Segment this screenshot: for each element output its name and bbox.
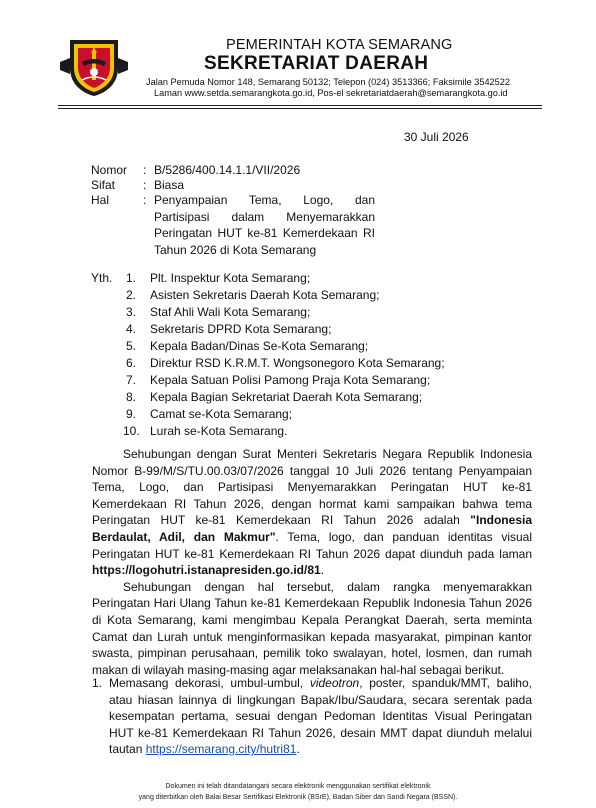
sifat-value: Biasa	[154, 178, 185, 192]
footer-line-1: Dokumen ini telah ditandatangani secara elektronik menggunakan sertifikat elektronik	[165, 783, 431, 790]
instruction-number: 1.	[92, 676, 103, 690]
letterhead-address: Jalan Pemuda Nomor 148, Semarang 50132; Telepon (024) 3513366; Faksimile 3542522	[146, 77, 510, 87]
hal-label: Hal	[91, 193, 110, 207]
hal-colon: :	[143, 193, 147, 207]
recipients-label: Yth.	[91, 271, 113, 285]
footer-line-2: yang diterbitkan oleh Balai Besar Sertifikasi Elektronik (BSrE), Badan Siber dan Sandi Negara (BSSN).	[138, 794, 458, 801]
instruction-text: Memasang dekorasi, umbul-umbul,	[109, 676, 310, 690]
paragraph-1	[92, 446, 532, 579]
letterhead-rule	[58, 105, 542, 106]
recipient-number: 7.	[126, 373, 137, 387]
paragraph-1-text: Sehubungan dengan Surat Menteri Sekretaris Negara Republik Indonesia Nomor B-99/M/S/TU.00.03/07/2026 tanggal 10 Juli 2026 tentang Penyampaian Tema, Logo, dan Partisipasi Menyemarakkan Peringatan HUT ke-81 Kemerdekaan RI Tahun 2026, dengan hormat kami sampaikan bahwa tema Peringatan HUT ke-81 Kemerdekaan RI Tahun 2026 adalah	[92, 447, 532, 528]
recipient-number: 8.	[126, 390, 137, 404]
paragraph-1-text-2: . Tema, logo, dan panduan identitas visual Peringatan HUT ke-81 Kemerdekaan RI Tahun 2026 dapat diunduh pada laman	[92, 529, 533, 561]
letterhead-web: Laman www.setda.semarangkota.go.id, Pos-el sekretariatdaerah@semarangkota.go.id	[154, 88, 508, 98]
sifat-label: Sifat	[91, 178, 116, 192]
recipient-item: Sekretaris DPRD Kota Semarang;	[150, 322, 332, 336]
recipient-item: Asisten Sekretaris Daerah Kota Semarang;	[150, 288, 380, 302]
theme-text: "Indonesia Berdaulat, Adil, dan Makmur"	[92, 513, 532, 544]
recipient-item: Direktur RSD K.R.M.T. Wongsonegoro Kota Semarang;	[150, 356, 445, 370]
recipient-item: Staf Ahli Wali Kota Semarang;	[150, 305, 311, 319]
recipient-item: Kepala Bagian Sekretariat Daerah Kota Semarang;	[150, 390, 423, 404]
letter-body	[92, 446, 532, 678]
recipient-number: 1.	[126, 271, 137, 285]
letter-date: 30 Juli 2026	[404, 130, 469, 144]
instruction-end: .	[296, 742, 300, 757]
recipient-number: 10.	[123, 424, 140, 438]
nomor-colon: :	[143, 163, 147, 177]
recipient-item: Camat se-Kota Semarang;	[150, 407, 293, 421]
recipient-item: Kepala Satuan Polisi Pamong Praja Kota Semarang;	[150, 373, 431, 387]
recipient-item: Lurah se-Kota Semarang.	[150, 424, 288, 438]
letterhead-unit: SEKRETARIAT DAERAH	[204, 53, 429, 74]
recipient-number: 2.	[126, 288, 137, 302]
recipient-item: Kepala Badan/Dinas Se-Kota Semarang;	[150, 339, 369, 353]
nomor-value: B/5286/400.14.1.1/VII/2026	[154, 163, 301, 177]
recipient-number: 4.	[126, 322, 137, 336]
recipient-number: 5.	[126, 339, 137, 353]
instruction-text-2: , poster, spanduk/MMT, baliho, atau hiasan lainnya di lingkungan Bapak/Ibu/Saudara, secara serentak pada kesempatan pertama, sesuai dengan Pedoman Identitas Visual Peringatan HUT ke-81 Kemerdekaan RI Tahun 2026, desain MMT dapat diunduh melalui tautan	[109, 676, 532, 757]
paragraph-2: Sehubungan dengan hal tersebut, dalam rangka menyemarakkan Peringatan Hari Ulang Tahun ke-81 Kemerdekaan Republik Indonesia Tahun 2026 di Kota Semarang, kami mengimbau Kepala Perangkat Daerah, serta meminta Camat dan Lurah untuk menginformasikan kepada masyarakat, pimpinan kantor swasta, pimpinan perusahaan, pemilik toko swalayan, hotel, losmen, dan rumah makan di wilayah masing-masing agar melaksanakan hal-hal sebagai berikut.	[92, 579, 532, 677]
recipient-item: Plt. Inspektur Kota Semarang;	[150, 271, 311, 285]
recipient-number: 3.	[126, 305, 137, 319]
paragraph-1-end: .	[320, 563, 325, 578]
nomor-label: Nomor	[91, 163, 128, 177]
letterhead-org: PEMERINTAH KOTA SEMARANG	[226, 37, 453, 53]
letterhead-rule-thin	[58, 108, 542, 109]
recipient-number: 9.	[126, 407, 137, 421]
sifat-colon: :	[143, 178, 147, 192]
recipient-number: 6.	[126, 356, 137, 370]
instruction-item-1	[92, 675, 532, 758]
logo-url: https://logohutri.istanapresiden.go.id/81	[92, 563, 321, 578]
hal-value: Penyampaian Tema, Logo, dan Partisipasi dalam Menyemarakkan Peringatan HUT ke-81 Kemerdekaan RI Tahun 2026 di Kota Semarang	[154, 193, 375, 257]
mmt-design-link[interactable]: https://semarang.city/hutri81	[145, 742, 297, 757]
videotron-text: videotron	[309, 676, 360, 690]
semarang-coat-of-arms-icon	[58, 38, 130, 98]
